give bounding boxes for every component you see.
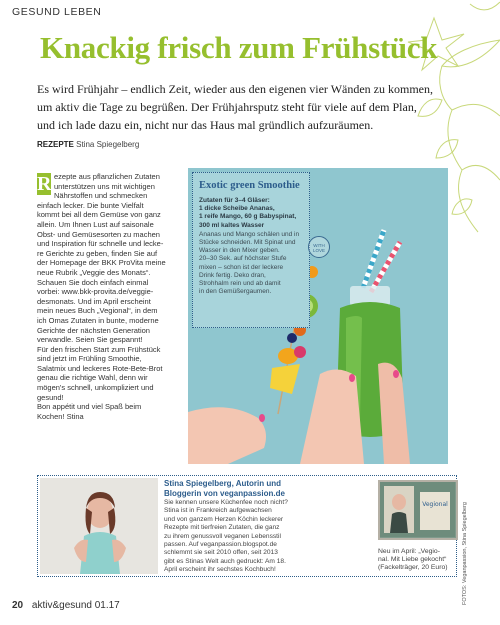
instruction-line: Strohhalm rein und ab damit	[199, 280, 281, 288]
section-label: GESUND LEBEN	[12, 6, 102, 18]
article-line: mögen's schnell, unkompliziert und	[37, 383, 154, 393]
page-number: 20	[12, 600, 24, 611]
dropcap: R	[37, 173, 52, 195]
page-footer	[12, 600, 120, 611]
intro-line: Es wird Frühjahr – endlich Zeit, wieder aus den eigenen vier Wänden zu kommen,	[37, 82, 433, 96]
instruction-line: Drink fertig. Deko dran,	[199, 271, 266, 279]
article-line: gesund!	[37, 392, 64, 402]
recipe-box	[192, 172, 310, 328]
book-cover-illustration	[380, 482, 455, 537]
article-line: ich Omas Zutaten in bunte, moderne	[37, 315, 159, 325]
instruction-line: Stücke schneiden. Mit Spinat und	[199, 239, 296, 247]
author-line: Rezepte mit tierfreien Zutaten, die ganz	[164, 524, 280, 532]
recipe-ingredients	[199, 197, 303, 230]
instruction-line: Wasser in den Mixer geben.	[199, 247, 280, 255]
author-line: und von ganzem Herzen Köchin leckerer	[164, 515, 284, 523]
author-heading-line: Stina Spiegelberg, Autorin und	[164, 479, 282, 488]
badge-text: LOVE	[312, 248, 325, 253]
article-line: Schauen Sie doch einfach einmal	[37, 277, 149, 287]
with-love-badge	[308, 236, 330, 258]
author-heading-line: Bloggerin von veganpassion.de	[164, 488, 285, 498]
intro	[37, 80, 437, 134]
author-photo	[40, 478, 158, 574]
article-line: ezepte aus pflanzlichen Zutaten	[54, 172, 160, 181]
author-line: Sie kennen unsere Küchenfee noch nicht?	[164, 499, 288, 506]
article-line: Für den frischen Start zum Frühstück	[37, 344, 161, 354]
instruction-line: mixen – schon ist der leckere	[199, 263, 284, 271]
author-line: schlemmt sie seit 2010 offen, seit 2013	[164, 549, 278, 557]
author-line: April erscheint ihr sechstes Kochbuch!	[164, 566, 276, 574]
intro-line: um aktiv die Tage zu begrüßen. Der Frühjahrsputz steht für viele auf dem Plan,	[37, 100, 417, 114]
book-cover-title: Vegional	[422, 501, 448, 508]
article-line: Bon appétit und viel Spaß beim	[37, 402, 142, 412]
article-line: und Inspiration für schnelle und lecke-	[37, 239, 164, 249]
book-caption	[378, 548, 458, 573]
book-caption-line: (Fackelträger, 20 Euro)	[378, 564, 448, 572]
ingredient-line: 1 dicke Scheibe Ananas,	[199, 205, 275, 213]
article-line: unterstützen uns mit wichtigen	[54, 181, 155, 191]
article-line: neue Rubrik „Veggie des Monats“.	[37, 267, 151, 277]
author-text	[164, 479, 334, 575]
ingredient-line: 1 reife Mango, 60 g Babyspinat,	[199, 213, 297, 221]
byline	[37, 140, 139, 149]
author-line: passen. Auf veganpassion.blogspot.de	[164, 541, 277, 549]
author-line: Stina ist in Frankreich aufgewachsen	[164, 507, 272, 515]
author-heading	[164, 479, 334, 498]
headline: Knackig frisch zum Frühstück	[40, 30, 438, 65]
article-line: einfach lecker. Die bunte Vielfalt	[37, 200, 144, 210]
article-line: mein neues Buch „Vegional“, in dem	[37, 306, 158, 316]
byline-author: Stina Spiegelberg	[76, 140, 140, 149]
article-line: Kochen! Stina	[37, 411, 84, 421]
recipe-title: Exotic green Smoothie	[199, 180, 300, 191]
article-line: allein. Um Ihnen Lust auf saisonale	[37, 219, 154, 229]
article-line: desmonats. Und im April erscheint	[37, 296, 151, 306]
article-line: sind jetzt im Frühling Smoothie,	[37, 354, 142, 364]
article-line: verwandle. Seien Sie gespannt!	[37, 335, 143, 345]
photo-credits: FOTOS: Veganpassion, Stina Spiegelberg	[462, 502, 468, 605]
article-line: Obst- und Gemüsesorten zu machen	[37, 229, 160, 239]
article-line: re Gerichte zu geben, finden Sie auf	[37, 248, 158, 258]
badge-text: WITH	[313, 243, 325, 248]
ingredient-line: 300 ml kaltes Wasser	[199, 221, 265, 229]
article-line: Gerichte der nächsten Generation	[37, 325, 150, 335]
magazine-name: aktiv&gesund 01.17	[31, 600, 120, 611]
article-body	[37, 172, 177, 421]
author-line: zu ihrem genussvoll veganen Lebensstil	[164, 532, 281, 540]
ingredient-line: Zutaten für 3–4 Gläser:	[199, 197, 270, 204]
article-line: kommt bei all dem Gemüse von ganz	[37, 210, 161, 220]
byline-label: REZEPTE	[37, 140, 74, 149]
author-line: gibt es Stinas Welt auch gedruckt: Am 18.	[164, 557, 286, 565]
book-caption-line: Neu im April: „Vegio-	[378, 548, 440, 555]
instruction-line: Ananas und Mango schälen und in	[199, 230, 300, 238]
author-illustration	[40, 478, 158, 574]
book-caption-line: nal. Mit Liebe gekocht“	[378, 556, 447, 564]
article-lines	[37, 172, 177, 421]
instruction-line: 20–30 Sek. auf höchster Stufe	[199, 255, 287, 263]
book-cover	[378, 480, 458, 540]
article-line: vorbei: www.bkk-provita.de/veggie-	[37, 287, 154, 297]
article-line: Nährstoffen und schmecken	[54, 191, 148, 201]
article-line: genau die richtige Wahl, denn wir	[37, 373, 148, 383]
recipe-instructions	[199, 231, 303, 297]
intro-line: und ich lade dazu ein, nicht nur das Haus mal gründlich aufzuräumen.	[37, 118, 374, 132]
article-line: Salatmix und leckeres Rote-Bete-Brot	[37, 363, 163, 373]
article-line: der Homepage der BKK ProVita meine	[37, 258, 166, 268]
instruction-line: in den Gemüßergaumen.	[199, 288, 272, 296]
